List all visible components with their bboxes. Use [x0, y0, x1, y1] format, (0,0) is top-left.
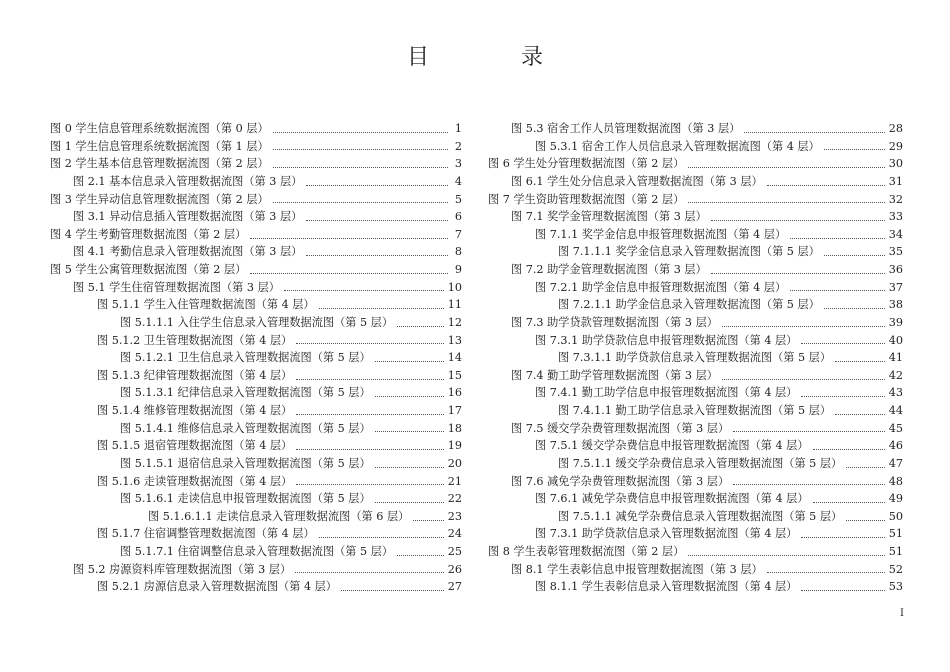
toc-entry-label: 图 5.1.4.1 维修信息录入管理数据流图（第 5 层） — [120, 421, 371, 435]
dot-leader — [711, 219, 885, 221]
toc-entry-label: 图 5.3 宿舍工作人员管理数据流图（第 3 层） — [511, 122, 741, 135]
toc-entry[interactable] — [50, 473, 462, 491]
toc-entry-label: 图 5.1.7 住宿调整管理数据流图（第 4 层） — [97, 527, 315, 541]
toc-entry-page: 51 — [888, 527, 903, 541]
dot-leader — [688, 166, 884, 168]
dot-leader — [306, 184, 448, 186]
toc-entry-label: 图 3 学生异动信息管理数据流图（第 2 层） — [50, 192, 269, 206]
dot-leader — [767, 571, 885, 573]
toc-entry[interactable] — [488, 561, 903, 579]
dot-leader — [341, 589, 444, 591]
toc-entry-label: 图 5.1.5.1 退宿信息录入管理数据流图（第 5 层） — [120, 456, 371, 470]
toc-entry-label: 图 7.2 助学金管理数据流图（第 3 层） — [511, 263, 707, 276]
toc-entry-label: 图 2 学生基本信息管理数据流图（第 2 层） — [50, 157, 269, 171]
dot-leader — [813, 448, 885, 450]
toc-entry-page: 43 — [888, 386, 903, 400]
toc-entry[interactable] — [50, 367, 462, 385]
dot-leader — [250, 272, 448, 274]
toc-entry-label: 图 7.1.1 奖学金信息申报管理数据流图（第 4 层） — [535, 227, 787, 241]
toc-entry[interactable] — [488, 296, 903, 314]
toc-entry-label: 图 7 学生资助管理数据流图（第 2 层） — [488, 192, 685, 206]
toc-entry-label: 图 8 学生表彰管理数据流图（第 2 层） — [488, 545, 685, 558]
toc-title — [0, 40, 950, 70]
toc-entry[interactable] — [488, 437, 903, 455]
toc-entry[interactable] — [50, 261, 462, 279]
toc-entry[interactable] — [488, 191, 903, 209]
toc-entry[interactable] — [50, 296, 462, 314]
dot-leader — [306, 219, 448, 221]
toc-entry[interactable] — [50, 138, 462, 156]
toc-entry[interactable] — [488, 402, 903, 420]
toc-entry-page: 44 — [888, 404, 903, 417]
toc-entry-page: 7 — [454, 227, 462, 241]
toc-entry[interactable] — [488, 261, 903, 279]
toc-entry-page: 2 — [454, 139, 462, 153]
toc-entry[interactable] — [488, 243, 903, 261]
dot-leader — [273, 148, 448, 150]
toc-entry-page: 25 — [447, 545, 462, 558]
toc-entry-page: 33 — [888, 210, 903, 224]
toc-entry-label: 图 5.1.6.1 走读信息申报管理数据流图（第 5 层） — [120, 492, 371, 506]
toc-entry-page: 30 — [888, 157, 903, 171]
toc-entry-page: 29 — [888, 139, 903, 153]
toc-entry-page: 16 — [447, 386, 462, 400]
dot-leader — [846, 466, 885, 468]
toc-entry-label: 图 4.1 考勤信息录入管理数据流图（第 3 层） — [73, 245, 303, 259]
toc-entry-label: 图 5.1.6 走读管理数据流图（第 4 层） — [97, 474, 293, 488]
toc-entry[interactable] — [488, 455, 903, 473]
dot-leader — [722, 378, 885, 380]
toc-entry-page: 8 — [454, 245, 462, 259]
dot-leader — [835, 413, 885, 415]
toc-entry-page: 51 — [888, 545, 903, 558]
toc-entry[interactable] — [488, 578, 903, 596]
toc-entry[interactable] — [488, 173, 903, 191]
toc-entry-page: 10 — [447, 280, 462, 294]
toc-entry-page: 47 — [888, 456, 903, 470]
toc-entry-label: 图 2.1 基本信息录入管理数据流图（第 3 层） — [73, 174, 303, 188]
toc-entry[interactable] — [50, 349, 462, 367]
dot-leader — [296, 413, 444, 415]
toc-entry[interactable] — [50, 226, 462, 244]
toc-entry-label: 图 7.3.1.1 助学贷款信息录入管理数据流图（第 5 层） — [558, 351, 832, 365]
toc-entry[interactable] — [488, 208, 903, 226]
dot-leader — [733, 483, 885, 485]
toc-entry[interactable] — [50, 455, 462, 473]
toc-entry[interactable] — [488, 155, 903, 173]
toc-entry-label: 图 7.5.1.1 减免学杂费信息录入管理数据流图（第 5 层） — [558, 509, 843, 523]
toc-entry-page: 27 — [447, 580, 462, 594]
toc-entry[interactable] — [488, 490, 903, 508]
toc-entry-page: 31 — [888, 174, 903, 188]
toc-entry[interactable] — [488, 525, 903, 543]
dot-leader — [273, 201, 448, 203]
toc-entry-label: 图 8.1 学生表彰信息申报管理数据流图（第 3 层） — [511, 562, 763, 576]
toc-entry[interactable] — [488, 279, 903, 297]
dot-leader — [273, 166, 448, 168]
toc-entry[interactable] — [50, 525, 462, 543]
toc-entry[interactable] — [488, 349, 903, 367]
toc-entry-label: 图 7.3.1 助学贷款信息录入管理数据流图（第 4 层） — [535, 527, 798, 541]
toc-entry-label: 图 5.1.1 学生入住管理数据流图（第 4 层） — [97, 298, 315, 312]
dot-leader — [319, 536, 444, 538]
toc-entry-page: 15 — [447, 368, 462, 382]
dot-leader — [413, 519, 443, 521]
dot-leader — [722, 325, 885, 327]
toc-entry-page: 46 — [888, 439, 903, 453]
toc-entry-page: 32 — [888, 192, 903, 206]
toc-entry-page: 20 — [447, 456, 462, 470]
dot-leader — [284, 289, 444, 291]
toc-title-part1: 目 — [406, 45, 429, 70]
toc-entry-label: 图 1 学生信息管理系统数据流图（第 1 层） — [50, 139, 269, 153]
toc-entry-page: 41 — [888, 351, 903, 365]
toc-entry[interactable] — [50, 155, 462, 173]
toc-entry-page: 17 — [447, 404, 462, 417]
toc-entry-page: 3 — [454, 157, 462, 171]
dot-leader — [824, 254, 885, 256]
toc-entry[interactable] — [50, 191, 462, 209]
toc-entry-label: 图 7.6.1 减免学杂费信息申报管理数据流图（第 4 层） — [535, 492, 809, 506]
toc-entry[interactable] — [488, 420, 903, 438]
toc-entry[interactable] — [50, 314, 462, 332]
toc-entry-label: 图 5.1.1.1 入住学生信息录入管理数据流图（第 5 层） — [120, 315, 394, 329]
toc-entry[interactable] — [488, 508, 903, 526]
toc-entry-label: 图 5.1.5 退宿管理数据流图（第 4 层） — [97, 439, 293, 453]
toc-entry[interactable] — [488, 120, 903, 138]
dot-leader — [375, 395, 444, 397]
dot-leader — [801, 395, 884, 397]
toc-entry-page: 12 — [447, 315, 462, 329]
toc-entry[interactable] — [50, 508, 462, 526]
dot-leader — [250, 237, 448, 239]
toc-entry[interactable] — [50, 384, 462, 402]
toc-entry[interactable] — [50, 173, 462, 191]
toc-entry[interactable] — [50, 437, 462, 455]
toc-entry-page: 4 — [454, 174, 462, 188]
toc-entry-label: 图 7.2.1 助学金信息申报管理数据流图（第 4 层） — [535, 280, 787, 294]
toc-entry-label: 图 7.6 减免学杂费管理数据流图（第 3 层） — [511, 474, 730, 488]
dot-leader — [375, 501, 444, 503]
toc-entry-label: 图 5.1.7.1 住宿调整信息录入管理数据流图（第 5 层） — [120, 545, 394, 558]
toc-entry-label: 图 5.1 学生住宿管理数据流图（第 3 层） — [73, 280, 280, 294]
toc-entry[interactable] — [488, 384, 903, 402]
toc-entry-page: 35 — [888, 245, 903, 259]
toc-entry[interactable] — [50, 543, 462, 561]
toc-entry-label: 图 8.1.1 学生表彰信息录入管理数据流图（第 4 层） — [535, 580, 798, 594]
toc-entry[interactable] — [488, 314, 903, 332]
toc-entry-page: 14 — [447, 351, 462, 365]
toc-entry-page: 53 — [888, 580, 903, 594]
toc-entry-label: 图 5.1.2 卫生管理数据流图（第 4 层） — [97, 333, 293, 347]
dot-leader — [846, 519, 885, 521]
toc-entry-label: 图 7.5.1.1 缓交学杂费信息录入管理数据流图（第 5 层） — [558, 456, 843, 470]
dot-leader — [790, 237, 885, 239]
dot-leader — [296, 448, 444, 450]
dot-leader — [824, 148, 885, 150]
dot-leader — [790, 289, 885, 291]
dot-leader — [824, 307, 885, 309]
toc-entry-page: 45 — [888, 421, 903, 435]
toc-entry-page: 39 — [888, 315, 903, 329]
toc-entry[interactable] — [488, 473, 903, 491]
page-number: I — [900, 608, 904, 619]
toc-entry-label: 图 5.1.4 维修管理数据流图（第 4 层） — [97, 404, 293, 417]
toc-entry-page: 49 — [888, 492, 903, 506]
dot-leader — [295, 571, 444, 573]
dot-leader — [744, 131, 884, 133]
toc-entry[interactable] — [50, 120, 462, 138]
dot-leader — [397, 325, 444, 327]
toc-entry[interactable] — [50, 561, 462, 579]
dot-leader — [306, 254, 448, 256]
toc-entry-label: 图 5 学生公寓管理数据流图（第 2 层） — [50, 263, 247, 276]
dot-leader — [273, 131, 448, 133]
dot-leader — [801, 342, 884, 344]
toc-entry-page: 21 — [447, 474, 462, 488]
toc-entry-page: 24 — [447, 527, 462, 541]
toc-entry[interactable] — [50, 208, 462, 226]
toc-entry[interactable] — [50, 420, 462, 438]
toc-entry-page: 40 — [888, 333, 903, 347]
toc-entry-label: 图 5.1.6.1.1 走读信息录入管理数据流图（第 6 层） — [148, 509, 410, 523]
toc-entry-label: 图 3.1 异动信息插入管理数据流图（第 3 层） — [73, 210, 303, 224]
toc-entry-label: 图 7.3 助学贷款管理数据流图（第 3 层） — [511, 315, 718, 329]
toc-entry-label: 图 7.1.1.1 奖学金信息录入管理数据流图（第 5 层） — [558, 245, 820, 259]
toc-entry-label: 图 7.1 奖学金管理数据流图（第 3 层） — [511, 210, 707, 224]
dot-leader — [319, 307, 444, 309]
toc-entry[interactable] — [50, 243, 462, 261]
toc-entry-page: 5 — [454, 192, 462, 206]
toc-entry[interactable] — [488, 332, 903, 350]
toc-entry-label: 图 5.2.1 房源信息录入管理数据流图（第 4 层） — [97, 580, 337, 594]
dot-leader — [711, 272, 885, 274]
dot-leader — [375, 360, 444, 362]
toc-entry[interactable] — [488, 543, 903, 561]
toc-entry-page: 48 — [888, 474, 903, 488]
dot-leader — [375, 430, 444, 432]
toc-entry-page: 38 — [888, 298, 903, 312]
toc-entry-page: 42 — [888, 368, 903, 382]
toc-entry-page: 26 — [447, 562, 462, 576]
dot-leader — [296, 483, 444, 485]
toc-entry-label: 图 7.5 缓交学杂费管理数据流图（第 3 层） — [511, 421, 730, 435]
toc-entry-label: 图 5.3.1 宿舍工作人员信息录入管理数据流图（第 4 层） — [535, 139, 820, 153]
toc-entry-label: 图 0 学生信息管理系统数据流图（第 0 层） — [50, 122, 269, 135]
toc-entry[interactable] — [50, 332, 462, 350]
toc-entry-page: 6 — [454, 210, 462, 224]
toc-entry-label: 图 7.5.1 缓交学杂费信息申报管理数据流图（第 4 层） — [535, 439, 809, 453]
toc-entry-label: 图 6 学生处分管理数据流图（第 2 层） — [488, 157, 685, 171]
toc-left-column — [50, 120, 462, 596]
toc-entry-label: 图 7.4.1.1 勤工助学信息录入管理数据流图（第 5 层） — [558, 404, 832, 417]
toc-entry-label: 图 5.2 房源资料库管理数据流图（第 3 层） — [73, 562, 292, 576]
toc-entry[interactable] — [50, 279, 462, 297]
toc-entry-label: 图 4 学生考勤管理数据流图（第 2 层） — [50, 227, 247, 241]
toc-entry-page: 19 — [447, 439, 462, 453]
dot-leader — [296, 342, 444, 344]
toc-entry-page: 18 — [447, 421, 462, 435]
dot-leader — [813, 501, 885, 503]
dot-leader — [835, 360, 885, 362]
toc-entry[interactable] — [50, 490, 462, 508]
toc-entry[interactable] — [488, 226, 903, 244]
toc-entry-label: 图 5.1.3.1 纪律信息录入管理数据流图（第 5 层） — [120, 386, 371, 400]
toc-entry-page: 52 — [888, 562, 903, 576]
toc-entry-label: 图 5.1.2.1 卫生信息录入管理数据流图（第 5 层） — [120, 351, 371, 365]
toc-entry-page: 37 — [888, 280, 903, 294]
dot-leader — [397, 554, 444, 556]
dot-leader — [688, 554, 884, 556]
toc-entry[interactable] — [50, 402, 462, 420]
dot-leader — [688, 201, 884, 203]
toc-entry[interactable] — [488, 138, 903, 156]
toc-entry-page: 13 — [447, 333, 462, 347]
toc-entry-label: 图 7.3.1 助学贷款信息申报管理数据流图（第 4 层） — [535, 333, 798, 347]
toc-entry-label: 图 5.1.3 纪律管理数据流图（第 4 层） — [97, 368, 293, 382]
toc-entry-label: 图 7.4 勤工助学管理数据流图（第 3 层） — [511, 368, 718, 382]
dot-leader — [296, 378, 444, 380]
toc-entry-page: 36 — [888, 263, 903, 276]
toc-entry-page: 11 — [447, 298, 462, 312]
toc-entry-page: 22 — [447, 492, 462, 506]
toc-entry-page: 34 — [888, 227, 903, 241]
toc-entry-page: 50 — [888, 509, 903, 523]
toc-entry-label: 图 7.2.1.1 助学金信息录入管理数据流图（第 5 层） — [558, 298, 820, 312]
toc-entry[interactable] — [50, 578, 462, 596]
dot-leader — [801, 589, 884, 591]
dot-leader — [375, 466, 444, 468]
dot-leader — [733, 430, 885, 432]
toc-right-column — [488, 120, 903, 596]
dot-leader — [767, 184, 885, 186]
toc-entry-page: 23 — [447, 509, 462, 523]
toc-title-part2: 录 — [521, 45, 544, 70]
toc-entry[interactable] — [488, 367, 903, 385]
toc-entry-label: 图 7.4.1 勤工助学信息申报管理数据流图（第 4 层） — [535, 386, 798, 400]
toc-entry-label: 图 6.1 学生处分信息录入管理数据流图（第 3 层） — [511, 174, 763, 188]
dot-leader — [801, 536, 884, 538]
toc-entry-page: 9 — [454, 263, 462, 276]
toc-entry-page: 1 — [454, 122, 462, 135]
toc-entry-page: 28 — [888, 122, 903, 135]
